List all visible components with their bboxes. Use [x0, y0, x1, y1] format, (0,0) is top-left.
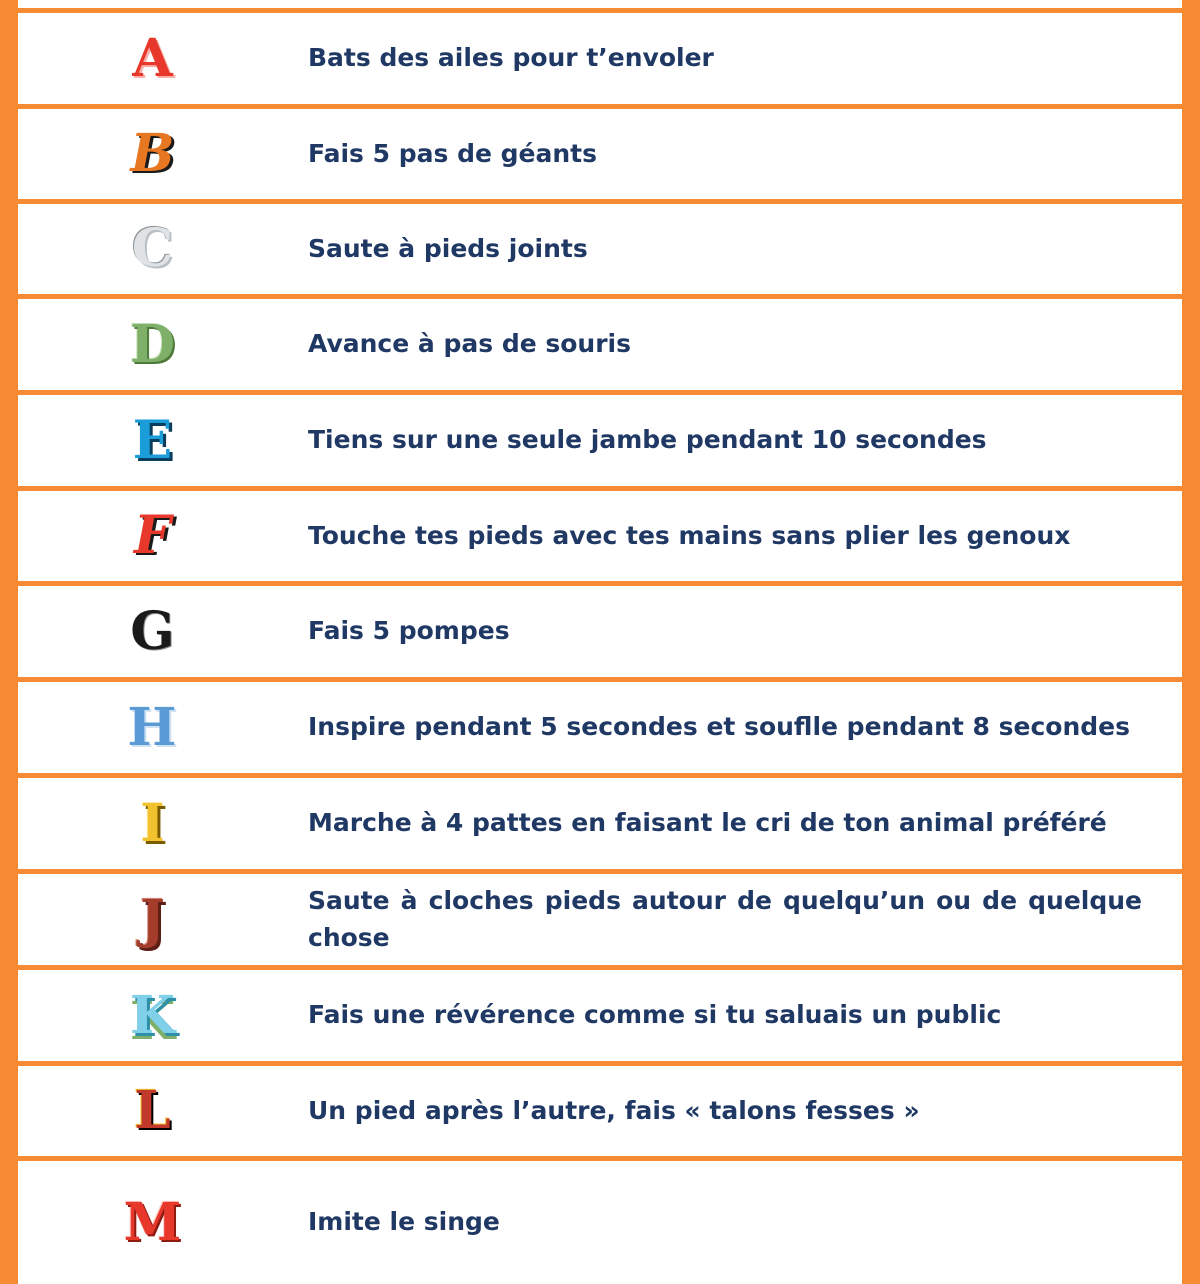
- letter-cell: [18, 1066, 288, 1156]
- challenge-cell: [288, 970, 1182, 1061]
- table-row: [18, 13, 1182, 109]
- letter-e-decorative-icon: E: [132, 409, 174, 471]
- letter-g-decorative-icon: G: [130, 600, 176, 662]
- challenge-text: Fais 5 pas de géants: [308, 138, 597, 168]
- letter-cell: [18, 1161, 288, 1284]
- table-row: [18, 970, 1182, 1066]
- table-row: [18, 586, 1182, 682]
- challenge-text: Touche tes pieds avec tes mains sans plier les genoux: [308, 520, 1071, 550]
- challenge-cell: [288, 682, 1182, 773]
- challenge-text: Fais 5 pompes: [308, 616, 510, 646]
- table-rows: [18, 13, 1182, 1284]
- table-row: [18, 874, 1182, 970]
- challenge-cell: [288, 13, 1182, 104]
- letter-cell: [18, 491, 288, 581]
- letter-k-decorative-icon: K: [129, 984, 177, 1046]
- challenge-cell: [288, 109, 1182, 199]
- letter-cell: [18, 299, 288, 390]
- letter-cell: [18, 586, 288, 677]
- table-row: [18, 395, 1182, 491]
- letter-cell: [18, 970, 288, 1061]
- letter-h-decorative-icon: H: [127, 696, 179, 758]
- challenge-text: Saute à cloches pieds autour de quelqu’un ou de quelque chose: [308, 886, 1142, 952]
- challenge-cell: [288, 586, 1182, 677]
- challenge-text: Fais une révérence comme si tu saluais un public: [308, 1000, 1002, 1030]
- table-row: [18, 299, 1182, 395]
- table-row: [18, 491, 1182, 586]
- letter-b-decorative-icon: B: [130, 123, 176, 184]
- challenge-cell: [288, 1066, 1182, 1156]
- table-row: [18, 682, 1182, 778]
- letter-cell: [18, 682, 288, 773]
- challenge-text: Inspire pendant 5 secondes et souflle pendant 8 secondes: [308, 712, 1131, 742]
- letter-cell: [18, 204, 288, 294]
- letter-cell: [18, 13, 288, 104]
- letter-i-decorative-icon: I: [140, 792, 166, 854]
- table-row: [18, 1161, 1182, 1284]
- table-row: [18, 204, 1182, 299]
- letter-d-decorative-icon: D: [129, 313, 177, 375]
- letter-cell: [18, 874, 288, 965]
- challenge-cell: [288, 299, 1182, 390]
- letter-f-decorative-icon: F: [134, 505, 172, 566]
- challenge-text: Tiens sur une seule jambe pendant 10 secondes: [308, 425, 987, 455]
- challenge-text: Un pied après l’autre, fais « talons fesses »: [308, 1095, 920, 1125]
- letter-a-decorative-icon: A: [132, 27, 174, 89]
- challenge-text: Saute à pieds joints: [308, 233, 588, 263]
- table-top-strip: [18, 0, 1182, 13]
- challenge-cell: [288, 395, 1182, 486]
- letter-cell: [18, 778, 288, 869]
- letter-j-decorative-icon: J: [140, 888, 166, 950]
- challenge-cell: [288, 204, 1182, 294]
- letter-cell: [18, 109, 288, 199]
- letter-c-decorative-icon: C: [131, 218, 175, 279]
- table-row: [18, 1066, 1182, 1161]
- letter-l-decorative-icon: L: [134, 1080, 172, 1141]
- challenge-cell: [288, 874, 1182, 965]
- challenge-text: Imite le singe: [308, 1207, 500, 1237]
- letter-m-decorative-icon: M: [123, 1191, 183, 1253]
- challenge-text: Avance à pas de souris: [308, 329, 632, 359]
- table-row: [18, 109, 1182, 204]
- challenge-text: Bats des ailes pour t’envoler: [308, 43, 714, 73]
- challenge-cell: [288, 1161, 1182, 1284]
- table-row: [18, 778, 1182, 874]
- challenge-cell: [288, 491, 1182, 581]
- challenge-text: Marche à 4 pattes en faisant le cri de ton animal préféré: [308, 808, 1107, 838]
- letter-cell: [18, 395, 288, 486]
- challenge-cell: [288, 778, 1182, 869]
